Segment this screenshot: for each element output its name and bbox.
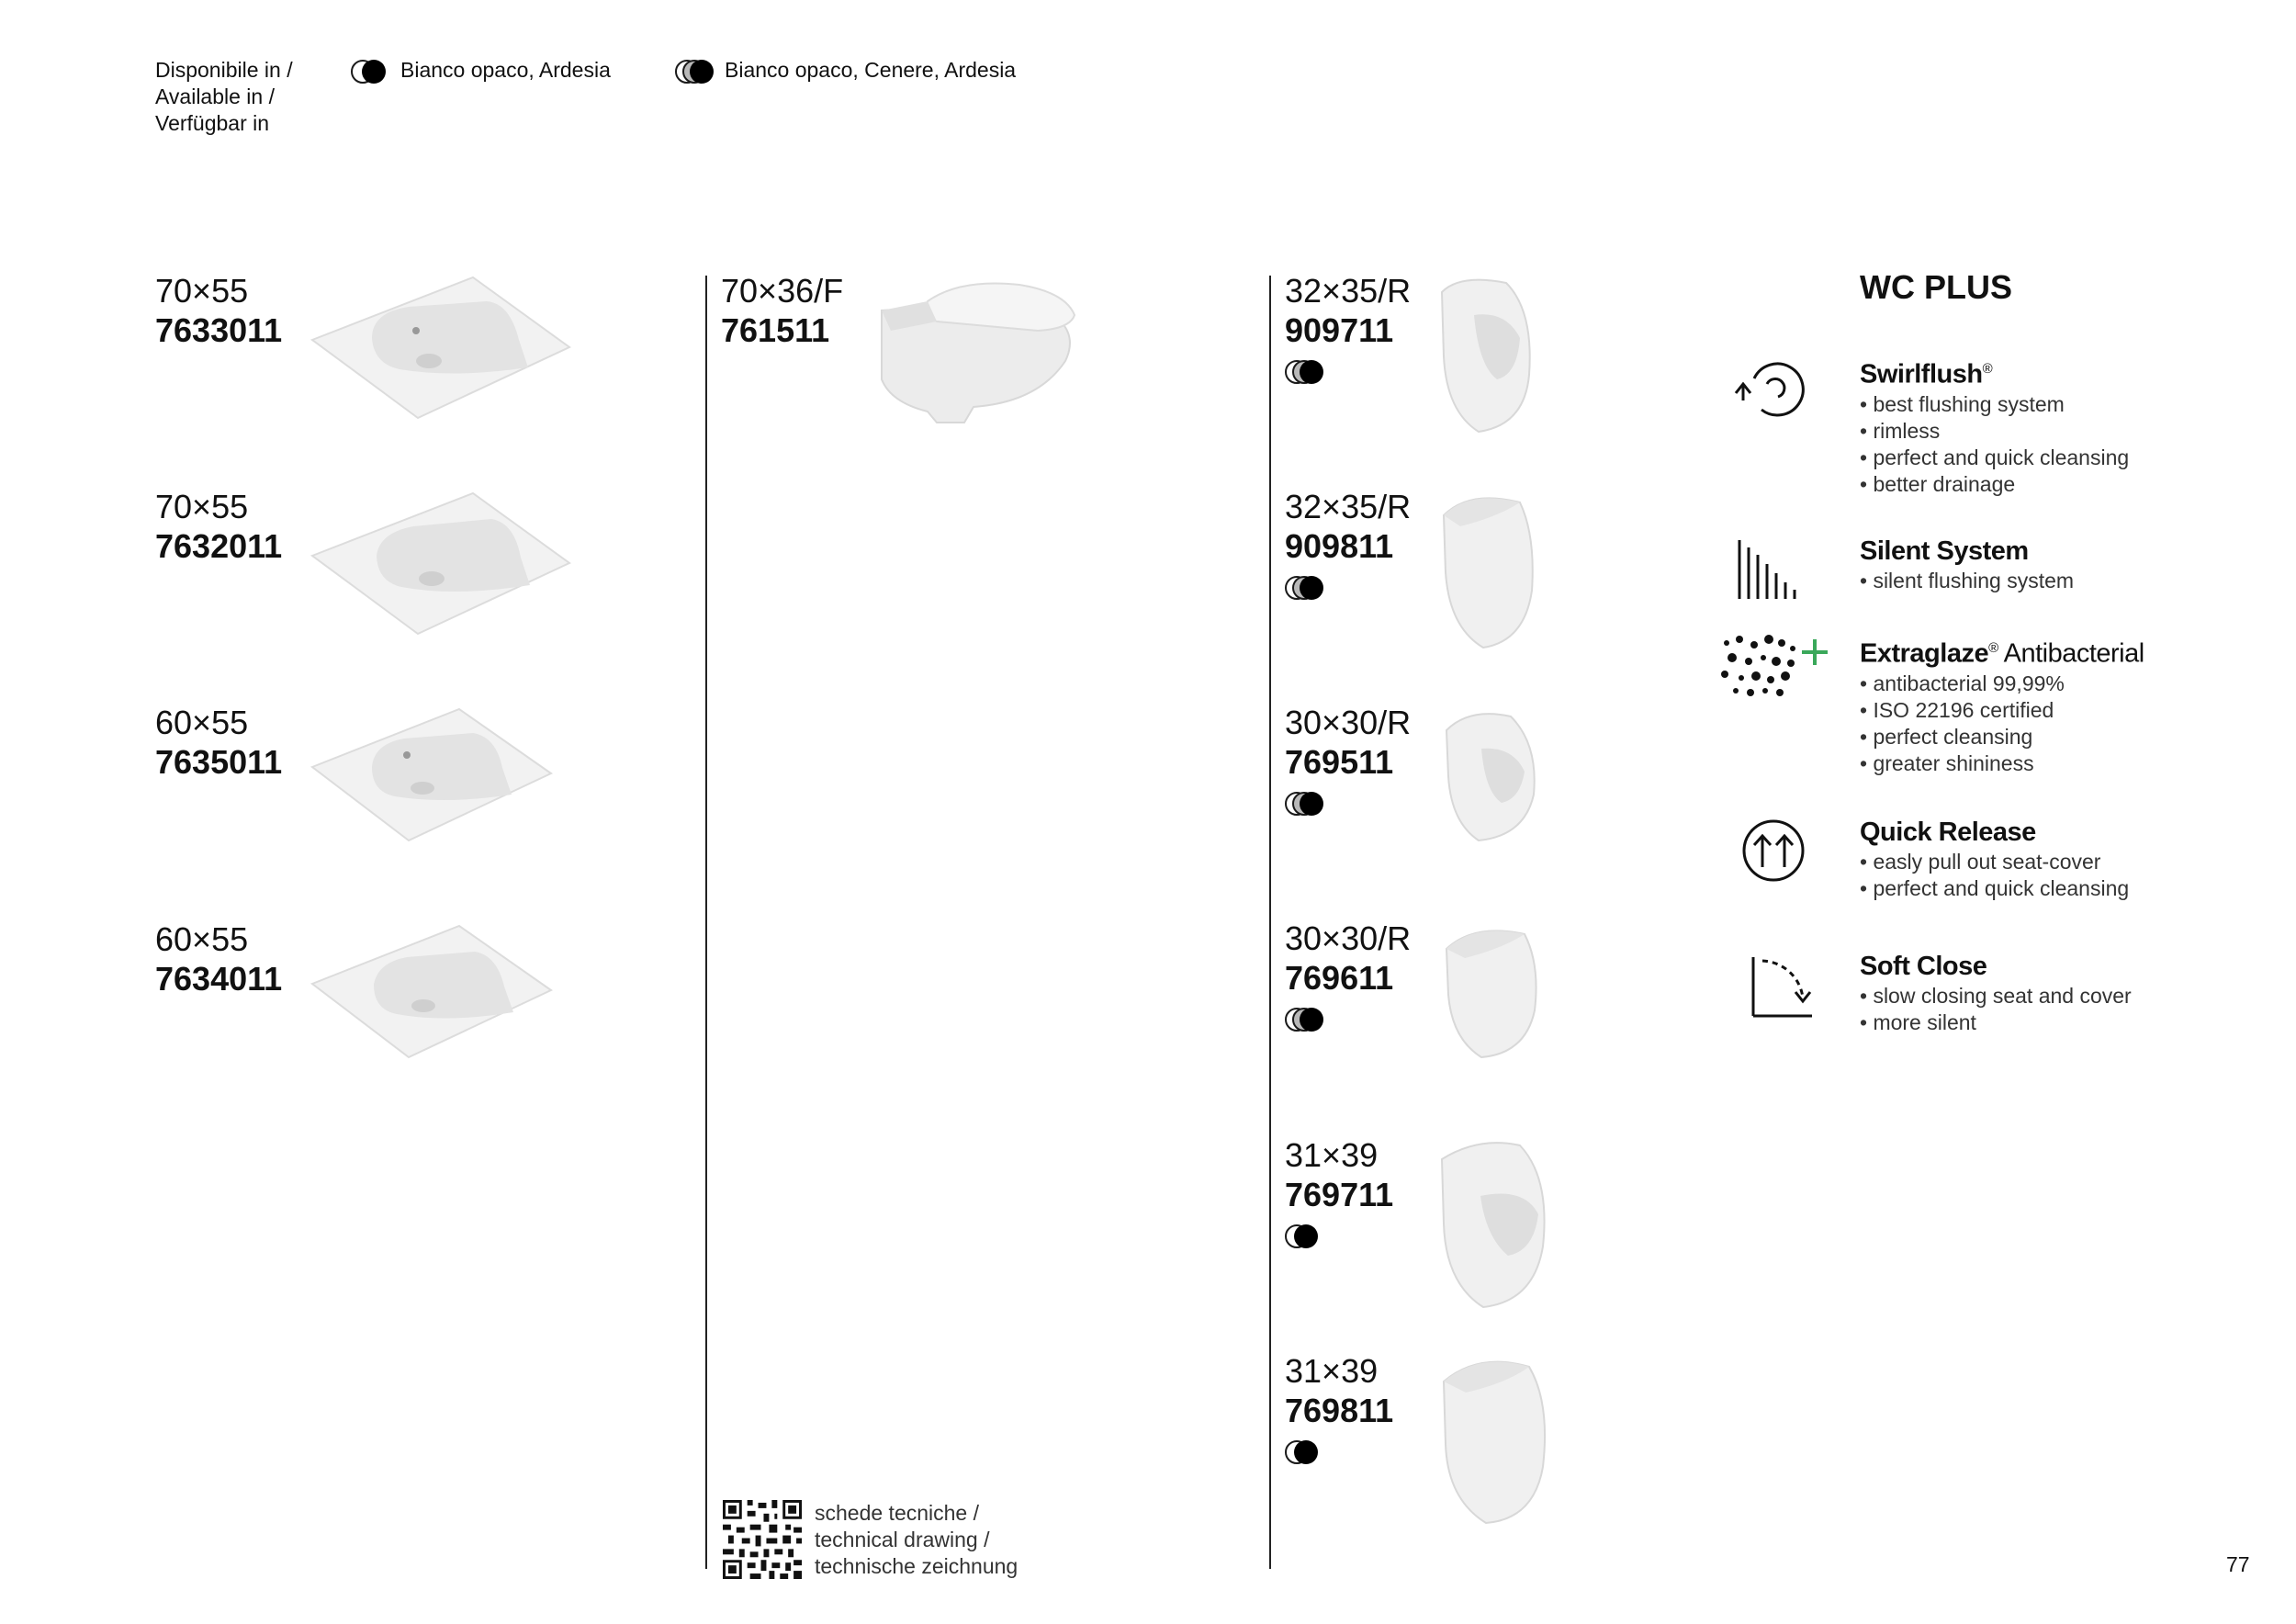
column-divider-2 <box>1269 276 1271 1569</box>
feature-extraglaze <box>1860 632 2255 777</box>
product-size: 30×30/R <box>1285 919 1412 957</box>
feature-bullet: • easly pull out seat-cover <box>1860 850 2101 874</box>
silent-system-icon <box>1736 538 1809 603</box>
product-urinal-1 <box>1285 272 1411 388</box>
urinal-image-4 <box>1437 923 1548 1061</box>
urinal-image-6 <box>1433 1352 1552 1527</box>
swatch-two-colors-icon <box>1285 1224 1393 1252</box>
feature-bullet: • perfect and quick cleansing <box>1860 445 2130 469</box>
washbasin-image-3 <box>308 707 556 845</box>
feature-bullet: • better drainage <box>1860 471 2016 496</box>
swatch-three-colors-icon <box>1285 360 1411 388</box>
registered-mark: ® <box>1982 361 1993 377</box>
feature-swirlflush <box>1860 353 2255 498</box>
feature-quick-release <box>1860 816 2255 902</box>
wc-image <box>872 274 1084 425</box>
soft-close-icon <box>1750 955 1816 1020</box>
product-code: 769611 <box>1285 959 1394 997</box>
product-code: 769511 <box>1285 743 1394 781</box>
available-in-label <box>155 57 293 137</box>
qr-code-icon[interactable] <box>723 1500 802 1579</box>
product-size: 70×55 <box>155 272 249 310</box>
feature-bullet: • perfect cleansing <box>1860 724 2033 749</box>
feature-bullet: • perfect and quick cleansing <box>1860 876 2130 900</box>
product-size: 31×39 <box>1285 1136 1379 1174</box>
swatch-two-colors-icon <box>1285 1440 1393 1468</box>
washbasin-image-4 <box>308 924 556 1062</box>
product-code: 909811 <box>1285 527 1394 565</box>
feature-bullet: • best flushing system <box>1860 391 2065 416</box>
product-wc <box>721 272 843 351</box>
legend-item-two-colors <box>351 57 611 85</box>
urinal-image-5 <box>1433 1136 1552 1311</box>
urinal-image-1 <box>1433 274 1538 434</box>
product-code: 7634011 <box>155 960 283 998</box>
product-urinal-6 <box>1285 1352 1393 1468</box>
washbasin-image-1 <box>308 276 574 423</box>
urinal-image-3 <box>1437 707 1543 845</box>
swatch-three-colors-icon <box>675 57 712 85</box>
feature-bullet: • silent flushing system <box>1860 569 2075 592</box>
caption-line-2: technical drawing / <box>815 1528 990 1551</box>
available-line-2: Available in / <box>155 85 275 108</box>
product-washbasin-4 <box>155 920 282 999</box>
technical-drawing-caption <box>815 1500 1018 1580</box>
column-divider-1 <box>705 276 707 1569</box>
caption-line-1: schede tecniche / <box>815 1501 980 1525</box>
product-washbasin-3 <box>155 704 282 783</box>
product-urinal-2 <box>1285 488 1411 603</box>
feature-title: Silent System <box>1860 536 2029 566</box>
product-code: 7635011 <box>155 743 283 781</box>
urinal-image-2 <box>1433 490 1543 650</box>
product-code: 7633011 <box>155 311 283 349</box>
feature-bullet: • ISO 22196 certified <box>1860 697 2054 722</box>
product-size: 32×35/R <box>1285 272 1412 310</box>
product-size: 32×35/R <box>1285 488 1412 525</box>
feature-silent-system <box>1860 535 2255 594</box>
feature-bullet: • slow closing seat and cover <box>1860 984 2132 1008</box>
feature-title: Quick Release <box>1860 818 2036 847</box>
available-line-3: Verfügbar in <box>155 111 270 135</box>
product-code: 7632011 <box>155 527 283 565</box>
quick-release-icon <box>1740 818 1806 884</box>
swatch-three-colors-icon <box>1285 1008 1411 1035</box>
feature-title: Extraglaze <box>1860 638 1989 669</box>
caption-line-3: technische zeichnung <box>815 1554 1019 1578</box>
product-size: 60×55 <box>155 920 249 958</box>
product-size: 30×30/R <box>1285 704 1412 741</box>
swatch-three-colors-icon <box>1285 576 1411 603</box>
feature-bullet: • rimless <box>1860 418 1941 443</box>
legend-label-three-colors: Bianco opaco, Cenere, Ardesia <box>725 58 1017 82</box>
product-code: 769811 <box>1285 1392 1394 1429</box>
product-size: 31×39 <box>1285 1352 1379 1390</box>
antibacterial-dots-icon <box>1719 634 1831 698</box>
feature-title: Swirlflush <box>1860 359 1983 389</box>
product-washbasin-1 <box>155 272 282 351</box>
product-code: 909711 <box>1285 311 1394 349</box>
features-title: WC PLUS <box>1860 268 2012 306</box>
product-size: 70×36/F <box>721 272 844 310</box>
page-number: 77 <box>2226 1552 2250 1576</box>
feature-bullet: • greater shininess <box>1860 750 2034 775</box>
product-urinal-3 <box>1285 704 1411 819</box>
feature-bullet: • antibacterial 99,99% <box>1860 671 2065 695</box>
feature-title: Soft Close <box>1860 952 1987 981</box>
feature-soft-close <box>1860 950 2255 1036</box>
swatch-three-colors-icon <box>1285 792 1411 819</box>
washbasin-image-2 <box>308 491 574 638</box>
product-urinal-5 <box>1285 1136 1393 1252</box>
product-urinal-4 <box>1285 919 1411 1035</box>
product-washbasin-2 <box>155 488 282 567</box>
product-code: 761511 <box>721 311 830 349</box>
available-line-1: Disponibile in / <box>155 58 293 82</box>
registered-mark: ® <box>1988 640 1998 656</box>
feature-title-suffix: Antibacterial <box>1998 638 2144 669</box>
product-size: 60×55 <box>155 704 249 741</box>
product-code: 769711 <box>1285 1176 1394 1213</box>
swirl-flush-icon <box>1734 356 1809 423</box>
swatch-two-colors-icon <box>351 57 388 85</box>
legend-item-three-colors <box>675 57 1016 85</box>
legend-label-two-colors: Bianco opaco, Ardesia <box>400 58 611 82</box>
feature-bullet: • more silent <box>1860 1010 1976 1034</box>
product-size: 70×55 <box>155 488 249 525</box>
